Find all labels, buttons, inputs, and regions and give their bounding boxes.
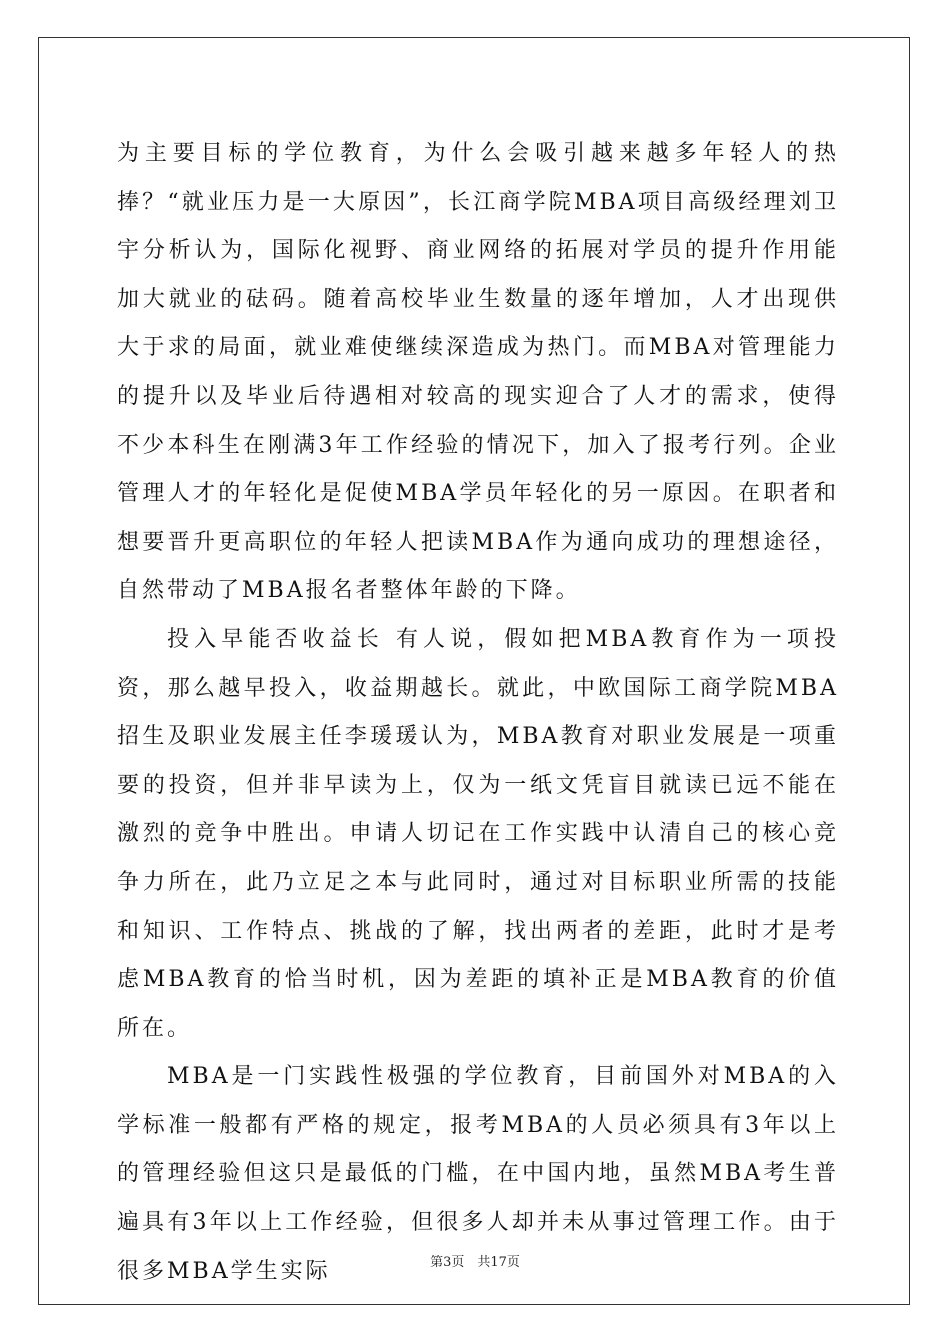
paragraph-2: 投入早能否收益长 有人说，假如把MBA教育作为一项投资，那么越早投入，收益期越长。就此，中欧国际工商学院MBA招生及职业发展主任李瑗瑗认为，MBA教育对职业发展是一项重要的投资，但并非早读为上，仅为一纸文凭盲目就读已远不能在激烈的竞争中胜出。申请人切记在工作实践中认清自己的核心竞争力所在，此乃立足之本与此同时，通过对目标职业所需的技能和知识、工作特点、挑战的了解，找出两者的差距，此时才是考虑MBA教育的恰当时机，因为差距的填补正是MBA教育的价值所在。 [117, 626, 839, 1041]
page-number-footer: 第3页 共17页 [430, 1255, 520, 1270]
paragraph-1: 为主要目标的学位教育，为什么会吸引越来越多年轻人的热捧？“就业压力是一大原因”，长江商学院MBA项目高级经理刘卫宇分析认为，国际化视野、商业网络的拓展对学员的提升作用能加大就业的砝码。随着高校毕业生数量的逐年增加，人才出现供大于求的局面，就业难使继续深造成为热门。而MBA对管理能力的提升以及毕业后待遇相对较高的现实迎合了人才的需求，使得不少本科生在刚满3年工作经验的情况下，加入了报考行列。企业管理人才的年轻化是促使MBA学员年轻化的另一原因。在职者和想要晋升更高职位的年轻人把读MBA作为通向成功的理想途径，自然带动了MBA报名者整体年龄的下降。 [117, 141, 839, 604]
paragraph-3: MBA是一门实践性极强的学位教育，目前国外对MBA的入学标准一般都有严格的规定，报考MBA的人员必须具有3年以上的管理经验但这只是最低的门槛，在中国内地，虽然MBA考生普遍具有3年以上工作经验，但很多人却并未从事过管理工作。由于很多MBA学生实际 [117, 1064, 839, 1284]
document-body [117, 130, 839, 1296]
